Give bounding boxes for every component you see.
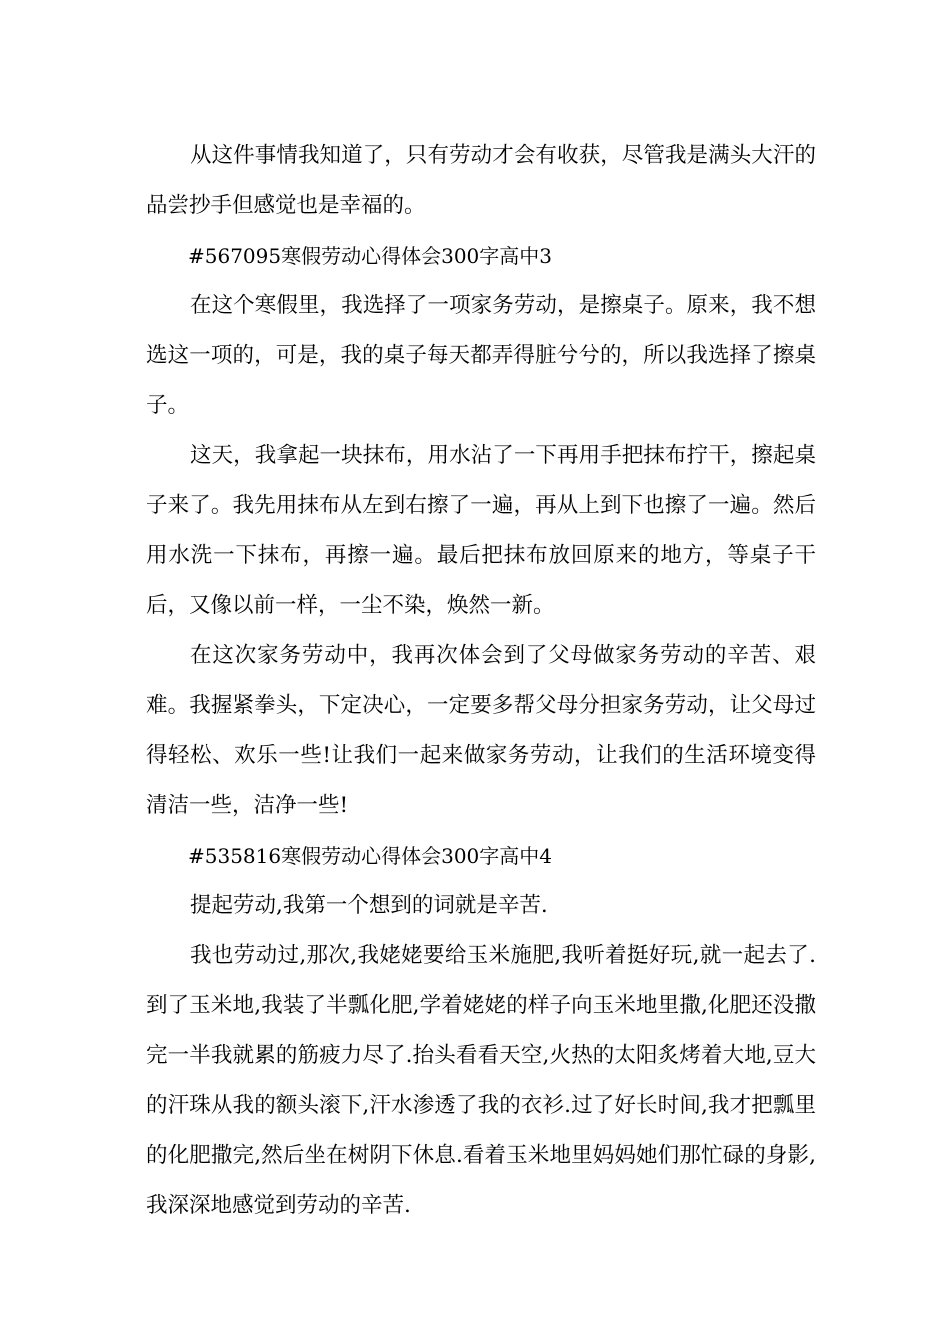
document-page (146, 131, 816, 1231)
paragraph: 在这次家务劳动中，我再次体会到了父母做家务劳动的辛苦、艰难。我握紧拳头，下定决心，一定要多帮父母分担家务劳动，让父母过得轻松、欢乐一些!让我们一起来做家务劳动，让我们的生活环境变得清洁一些，洁净一些! (146, 643, 816, 818)
paragraph: 这天，我拿起一块抹布，用水沾了一下再用手把抹布拧干，擦起桌子来了。我先用抹布从左到右擦了一遍，再从上到下也擦了一遍。然后用水洗一下抹布，再擦一遍。最后把抹布放回原来的地方，等桌子干后，又像以前一样，一尘不染，焕然一新。 (146, 443, 816, 618)
section-heading: #535816寒假劳动心得体会300字高中4 (188, 844, 553, 868)
paragraph: 我也劳动过,那次,我姥姥要给玉米施肥,我听着挺好玩,就一起去了.到了玉米地,我装了半瓢化肥,学着姥姥的样子向玉米地里撒,化肥还没撒完一半我就累的筋疲力尽了.抬头看看天空,火热的太阳炙烤着大地,豆大的汗珠从我的额头滚下,汗水渗透了我的衣衫.过了好长时间,我才把瓢里的化肥撒完,然后坐在树阴下休息.看着玉米地里妈妈她们那忙碌的身影,我深深地感觉到劳动的辛苦. (146, 943, 816, 1218)
paragraph: 从这件事情我知道了，只有劳动才会有收获，尽管我是满头大汗的品尝抄手但感觉也是幸福的。 (146, 143, 816, 218)
paragraph: 提起劳动,我第一个想到的词就是辛苦. (190, 893, 548, 918)
paragraph: 在这个寒假里，我选择了一项家务劳动，是擦桌子。原来，我不想选这一项的，可是，我的桌子每天都弄得脏兮兮的，所以我选择了擦桌子。 (146, 293, 816, 418)
section-heading: #567095寒假劳动心得体会300字高中3 (188, 244, 553, 268)
